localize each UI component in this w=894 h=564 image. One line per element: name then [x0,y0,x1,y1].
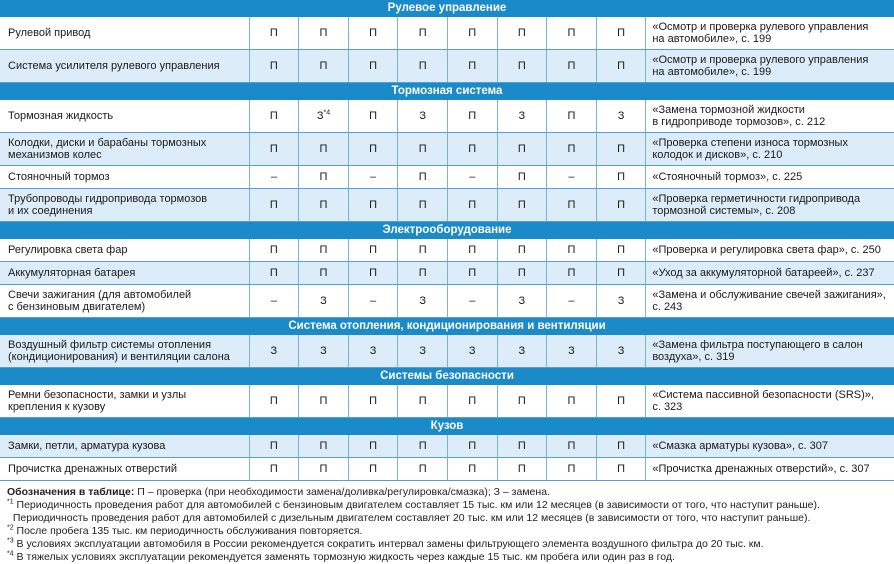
interval-cell: З [299,335,349,368]
table-row [0,458,894,481]
interval-cell: – [249,285,299,318]
reference-line: воздуха», с. 319 [652,351,735,363]
component-name [0,166,249,189]
footnote-1-text: Периодичность проведения работ для автомобилей с бензиновым двигателем составляет 15 тыс. км или 12 месяцев (в зависимости от того, что наступит раньше). [16,499,820,511]
interval-cell: З [497,285,547,318]
footnote-3-marker: *3 [7,537,14,545]
interval-cell: З [398,285,448,318]
component-name [0,50,249,83]
reference-text [646,17,894,50]
table-row [0,239,894,262]
component-name-line: (кондиционирования) и вентиляции салона [8,351,230,363]
interval-cell: П [497,50,547,83]
reference-text [646,189,894,222]
interval-cell: П [348,385,398,418]
component-name-line: Замки, петли, арматура кузова [8,440,166,452]
interval-cell: П [398,435,448,458]
interval-cell: З [497,335,547,368]
interval-cell: П [547,435,597,458]
interval-cell: П [447,133,497,166]
interval-cell: П [547,239,597,262]
footnote-1-cont [7,512,894,525]
footnote-marker: *4 [323,109,331,117]
interval-cell: П [398,50,448,83]
reference-line: «Осмотр и проверка рулевого управления [652,54,869,66]
interval-cell: П [398,17,448,50]
reference-line: «Смазка арматуры кузова», с. 307 [652,440,829,452]
interval-cell: З [547,335,597,368]
interval-cell: П [249,100,299,133]
interval-cell: П [348,17,398,50]
section-header [0,222,894,239]
table-row [0,385,894,418]
interval-cell: П [299,166,349,189]
section-title: Системы безопасности [0,368,894,385]
interval-cell: П [596,458,646,481]
interval-cell: П [249,239,299,262]
component-name-line: Трубопроводы гидропривода тормозов [8,193,208,205]
interval-cell: П [447,100,497,133]
interval-cell: З [497,100,547,133]
table-row [0,100,894,133]
interval-cell: П [596,50,646,83]
legend-label: Обозначения в таблице: [7,486,135,498]
reference-line: с. 243 [652,301,683,313]
interval-cell: П [249,458,299,481]
interval-cell: П [249,133,299,166]
section-title: Электрооборудование [0,222,894,239]
component-name-line: Аккумуляторная батарея [8,267,136,279]
reference-text [646,458,894,481]
interval-cell: П [447,435,497,458]
table-row [0,133,894,166]
reference-text [646,435,894,458]
interval-cell: – [447,166,497,189]
interval-cell: П [447,189,497,222]
table-row [0,50,894,83]
interval-cell: П [497,385,547,418]
interval-cell: З [249,335,299,368]
component-name-line: Свечи зажигания (для автомобилей [8,289,192,301]
interval-cell: – [447,285,497,318]
interval-cell: П [249,435,299,458]
interval-cell: П [398,166,448,189]
footnote-2-text: После пробега 135 тыс. км периодичность обслуживания повторяется. [16,525,363,537]
reference-text [646,166,894,189]
legend-note [7,486,894,499]
interval-cell: П [398,239,448,262]
reference-line: «Проверка и регулировка света фар», с. 250 [652,244,881,256]
interval-cell: П [348,189,398,222]
reference-line: «Проверка степени износа тормозных [652,137,848,149]
legend-text: П – проверка (при необходимости замена/доливка/регулировка/смазка); З – замена. [137,486,550,498]
reference-line: на автомобиле», с. 199 [652,66,772,78]
reference-text [646,262,894,285]
component-name [0,262,249,285]
reference-text [646,335,894,368]
table-row [0,189,894,222]
interval-cell: П [398,385,448,418]
reference-line: «Замена тормозной жидкости [652,104,805,116]
section-title: Кузов [0,418,894,435]
interval-cell: П [299,133,349,166]
interval-cell: П [299,50,349,83]
reference-line: «Осмотр и проверка рулевого управления [652,21,869,33]
interval-cell: П [348,435,398,458]
interval-cell: П [299,262,349,285]
table-row [0,435,894,458]
component-name-line: Стояночный тормоз [8,171,110,183]
interval-cell: П [447,239,497,262]
interval-cell: – [249,166,299,189]
interval-cell: П [497,262,547,285]
interval-cell: З [299,285,349,318]
interval-cell: П [497,189,547,222]
reference-line: «Система пассивной безопасности (SRS)», [652,389,874,401]
interval-cell: – [547,285,597,318]
interval-cell: З [596,100,646,133]
table-row [0,166,894,189]
component-name [0,285,249,318]
interval-cell: П [547,50,597,83]
component-name [0,458,249,481]
interval-cell: П [596,189,646,222]
interval-cell: П [348,458,398,481]
component-name [0,385,249,418]
table-notes [0,481,894,564]
reference-text [646,385,894,418]
interval-cell: П [497,435,547,458]
interval-cell: П [547,189,597,222]
table-row [0,285,894,318]
interval-cell: П [497,239,547,262]
interval-cell: З [398,100,448,133]
interval-cell: П [547,133,597,166]
interval-cell: П [348,50,398,83]
section-header [0,83,894,100]
section-title: Система отопления, кондиционирования и вентиляции [0,318,894,335]
section-header [0,368,894,385]
component-name-line: Регулировка света фар [8,244,128,256]
interval-cell: П [398,262,448,285]
interval-cell: П [299,385,349,418]
component-name [0,100,249,133]
reference-line: на автомобиле», с. 199 [652,33,772,45]
section-title: Рулевое управление [0,0,894,17]
component-name-line: Ремни безопасности, замки и узлы [8,389,187,401]
reference-text [646,133,894,166]
interval-cell: П [547,458,597,481]
component-name-line: Воздушный фильтр системы отопления [8,339,212,351]
interval-cell: П [596,239,646,262]
interval-value: З [316,110,324,122]
interval-cell: П [299,189,349,222]
interval-cell: – [348,285,398,318]
interval-cell: П [596,262,646,285]
interval-cell: П [249,189,299,222]
interval-cell: П [547,262,597,285]
interval-cell: П [497,166,547,189]
component-name [0,239,249,262]
section-header [0,0,894,17]
reference-line: «Замена фильтра поступающего в салон [652,339,863,351]
reference-line: в гидроприводе тормозов», с. 212 [652,116,826,128]
footnote-4 [7,551,894,564]
reference-line: «Прочистка дренажных отверстий», с. 307 [652,463,870,475]
component-name-line: Рулевой привод [8,27,91,39]
component-name-line: Прочистка дренажных отверстий [8,463,177,475]
interval-cell: П [447,50,497,83]
reference-line: тормозной системы», с. 208 [652,205,796,217]
footnote-2 [7,525,894,538]
section-title: Тормозная система [0,83,894,100]
footnote-1 [7,499,894,512]
component-name-line: Колодки, диски и барабаны тормозных [8,137,207,149]
footnote-1-marker: *1 [7,498,14,506]
reference-line: «Уход за аккумуляторной батареей», с. 237 [652,267,875,279]
footnote-2-marker: *2 [7,524,14,532]
component-name [0,189,249,222]
component-name [0,435,249,458]
reference-text [646,50,894,83]
interval-cell: – [348,166,398,189]
footnote-1-cont-text: Периодичность проведения работ для автомобилей с дизельным двигателем составляет 20 тыс. км или 12 месяцев (в зависимости от того, что наступит раньше). [12,512,811,524]
component-name [0,17,249,50]
interval-cell: З [398,335,448,368]
table-row [0,335,894,368]
component-name-line: и их соединения [8,205,93,217]
interval-cell: П [497,17,547,50]
interval-cell: П [249,385,299,418]
interval-cell: П [249,17,299,50]
interval-cell: П [348,239,398,262]
interval-cell: П [547,17,597,50]
interval-cell: П [299,458,349,481]
interval-cell: П [299,17,349,50]
section-header [0,318,894,335]
interval-cell: П [398,189,448,222]
interval-cell: П [447,458,497,481]
interval-cell: П [547,100,597,133]
component-name-line: крепления к кузову [8,401,106,413]
reference-line: колодок и дисков», с. 210 [652,149,783,161]
interval-cell: П [447,17,497,50]
interval-cell: П [299,435,349,458]
interval-cell: П [348,262,398,285]
component-name [0,133,249,166]
interval-cell: П [497,133,547,166]
reference-line: с. 323 [652,401,683,413]
interval-cell: П [249,262,299,285]
interval-cell: П [348,100,398,133]
component-name [0,335,249,368]
component-name-line: Система усилителя рулевого управления [8,60,220,72]
footnote-4-text: В тяжелых условиях эксплуатации рекомендуется заменять тормозную жидкость через каждые 15 тыс. км пробега или один раз в год. [16,551,675,563]
table-row [0,17,894,50]
interval-cell: П [447,385,497,418]
interval-cell: П [596,385,646,418]
reference-text [646,285,894,318]
reference-text [646,100,894,133]
reference-line: «Стояночный тормоз», с. 225 [652,171,803,183]
component-name-line: с бензиновым двигателем) [8,301,146,313]
interval-cell: П [497,458,547,481]
interval-cell: П [447,262,497,285]
interval-cell: П [249,50,299,83]
reference-line: «Замена и обслуживание свечей зажигания», [652,289,886,301]
interval-cell: П [596,166,646,189]
interval-cell: З [596,285,646,318]
interval-cell: П [596,133,646,166]
interval-cell: П [596,435,646,458]
interval-cell [299,100,349,133]
reference-line: «Проверка герметичности гидропривода [652,193,861,205]
interval-cell: П [398,133,448,166]
reference-text [646,239,894,262]
interval-cell: П [348,133,398,166]
interval-cell: З [596,335,646,368]
section-header [0,418,894,435]
component-name-line: механизмов колес [8,149,102,161]
footnote-3-text: В условиях эксплуатации автомобиля в России рекомендуется сократить интервал замены фильтрующего элемента воздушного фильтра до 20 тыс. км. [16,538,764,550]
interval-cell: П [299,239,349,262]
table-row [0,262,894,285]
footnote-3 [7,538,894,551]
interval-cell: П [398,458,448,481]
component-name-line: Тормозная жидкость [8,110,114,122]
interval-cell: П [547,385,597,418]
interval-cell: З [447,335,497,368]
interval-cell: П [596,17,646,50]
interval-cell: – [547,166,597,189]
interval-cell: З [348,335,398,368]
footnote-4-marker: *4 [7,550,14,558]
